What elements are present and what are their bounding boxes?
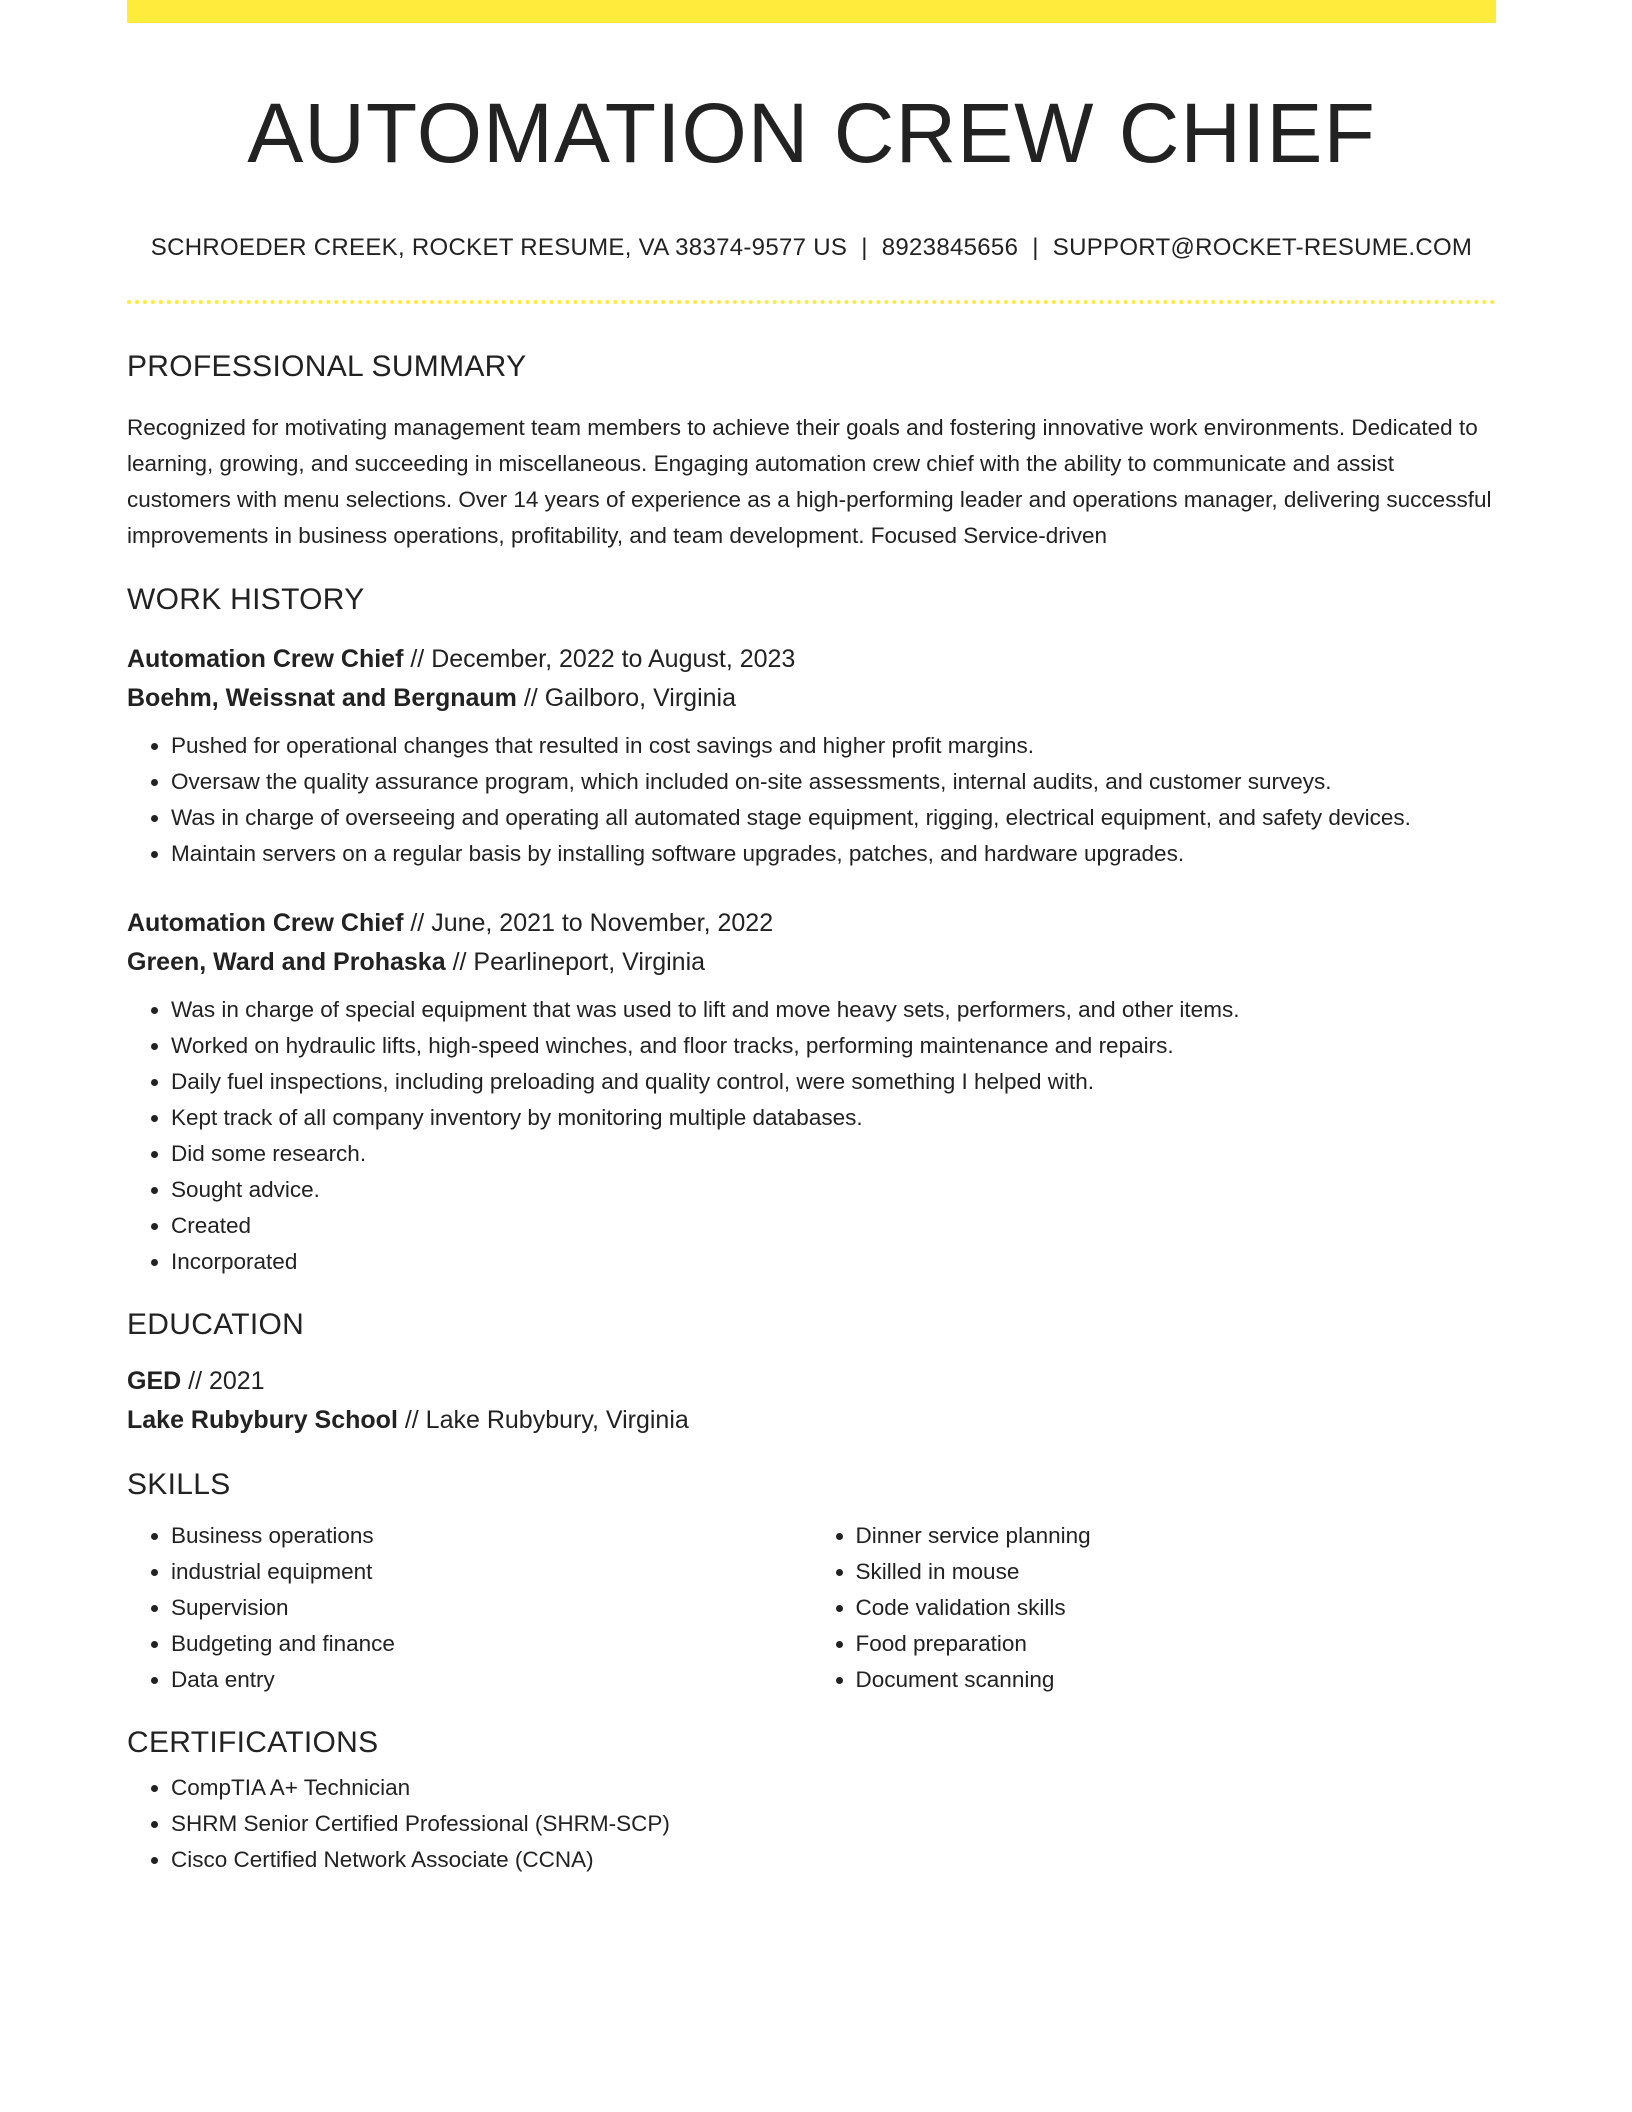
skill-item: • Skilled in mouse <box>856 1554 1497 1590</box>
skill-item: • Budgeting and finance <box>171 1626 812 1662</box>
job-bullet: • Pushed for operational changes that resulted in cost savings and higher profit margins. <box>171 728 1496 764</box>
job-bullet: • Sought advice. <box>171 1172 1496 1208</box>
contact-line <box>127 234 1496 262</box>
job-role-line <box>127 640 1496 679</box>
certifications-list <box>127 1770 1496 1878</box>
contact-separator: | <box>1032 233 1039 261</box>
job-bullet: • Daily fuel inspections, including preloading and quality control, were something I helped with. <box>171 1064 1496 1100</box>
skill-item: • industrial equipment <box>171 1554 812 1590</box>
job-bullet: • Maintain servers on a regular basis by installing software upgrades, patches, and hardware upgrades. <box>171 836 1496 872</box>
job-role-line <box>127 904 1496 943</box>
job-dates: // June, 2021 to November, 2022 <box>403 908 774 937</box>
education-heading: EDUCATION <box>127 1307 305 1341</box>
skills-right-list <box>812 1518 1497 1698</box>
job-bullet: • Worked on hydraulic lifts, high-speed winches, and floor tracks, performing maintenance and repairs. <box>171 1028 1496 1064</box>
education-entry <box>127 1362 1496 1440</box>
skill-item: • Dinner service planning <box>856 1518 1497 1554</box>
skills-left-list <box>127 1518 812 1698</box>
skill-item: • Business operations <box>171 1518 812 1554</box>
job-bullets <box>127 728 1496 872</box>
skill-item: • Document scanning <box>856 1662 1497 1698</box>
certification-item: • CompTIA A+ Technician <box>171 1770 1496 1806</box>
skill-item: • Supervision <box>171 1590 812 1626</box>
skill-item: • Code validation skills <box>856 1590 1497 1626</box>
job-location: // Gailboro, Virginia <box>516 683 736 712</box>
job-bullet: • Was in charge of overseeing and operating all automated stage equipment, rigging, electrical equipment, and safety devices. <box>171 800 1496 836</box>
education-year: // 2021 <box>181 1366 265 1395</box>
certification-item: • SHRM Senior Certified Professional (SHRM-SCP) <box>171 1806 1496 1842</box>
job-company: Green, Ward and Prohaska <box>127 947 446 976</box>
skills-columns <box>127 1518 1496 1698</box>
education-school-line <box>127 1401 1496 1440</box>
contact-phone: 8923845656 <box>881 233 1019 261</box>
certification-item: • Cisco Certified Network Associate (CCNA) <box>171 1842 1496 1878</box>
job-bullet: • Created <box>171 1208 1496 1244</box>
education-degree: GED <box>127 1366 182 1395</box>
skill-item: • Data entry <box>171 1662 812 1698</box>
contact-email: SUPPORT@ROCKET-RESUME.COM <box>1052 233 1473 261</box>
skill-item: • Food preparation <box>856 1626 1497 1662</box>
job-bullet: • Incorporated <box>171 1244 1496 1280</box>
job-role: Automation Crew Chief <box>127 644 404 673</box>
job-bullet: • Did some research. <box>171 1136 1496 1172</box>
job-entry <box>127 640 1496 872</box>
skills-heading: SKILLS <box>127 1467 231 1501</box>
accent-top-bar <box>127 0 1496 23</box>
summary-text: Recognized for motivating management team members to achieve their goals and fostering innovative work environments. Dedicated to learning, growing, and succeeding in miscellaneous. Engaging automation crew chief with the ability to communicate and assist customers with menu selections. Over 14 years of experience as a high-performing leader and operations manager, delivering successful improvements in business operations, profitability, and team development. Focused Service-driven <box>127 414 1492 548</box>
resume-page <box>127 0 1496 1878</box>
education-school: Lake Rubybury School <box>127 1405 398 1434</box>
job-bullet: • Was in charge of special equipment that was used to lift and move heavy sets, performers, and other items. <box>171 992 1496 1028</box>
job-company-line <box>127 943 1496 982</box>
job-entry <box>127 904 1496 1280</box>
education-degree-line <box>127 1362 1496 1401</box>
contact-separator: | <box>861 233 868 261</box>
job-dates: // December, 2022 to August, 2023 <box>403 644 796 673</box>
job-company-line <box>127 679 1496 718</box>
work-history-heading: WORK HISTORY <box>127 582 365 616</box>
job-bullet: • Kept track of all company inventory by monitoring multiple databases. <box>171 1100 1496 1136</box>
certifications-heading: CERTIFICATIONS <box>127 1725 379 1759</box>
job-bullet: • Oversaw the quality assurance program, which included on-site assessments, internal audits, and customer surveys. <box>171 764 1496 800</box>
education-location: // Lake Rubybury, Virginia <box>397 1405 689 1434</box>
dotted-divider <box>127 300 1496 304</box>
job-company: Boehm, Weissnat and Bergnaum <box>127 683 517 712</box>
resume-name: AUTOMATION CREW CHIEF <box>247 86 1376 180</box>
job-location: // Pearlineport, Virginia <box>445 947 706 976</box>
job-role: Automation Crew Chief <box>127 908 404 937</box>
summary-heading: PROFESSIONAL SUMMARY <box>127 349 527 383</box>
job-bullets <box>127 992 1496 1280</box>
contact-address: SCHROEDER CREEK, ROCKET RESUME, VA 38374-9577 US <box>150 233 848 261</box>
